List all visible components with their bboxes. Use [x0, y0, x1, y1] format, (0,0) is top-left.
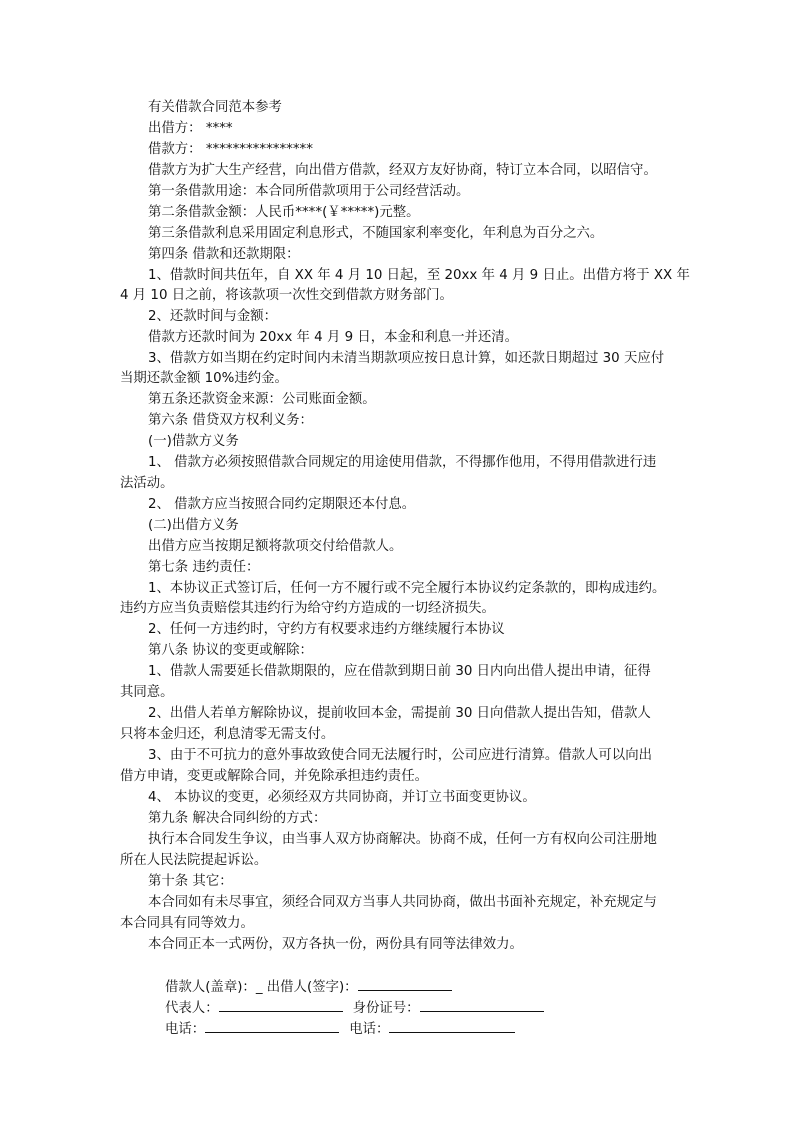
- id-number-label: 身份证号：: [352, 1001, 420, 1016]
- article-6-section-2: (二)出借方义务: [148, 518, 239, 533]
- article-8-item-2: 2、出借人若单方解除协议，提前收回本金，需提前 30 日向借款人提出告知，借款人: [148, 706, 651, 721]
- lender-line: 出借方： ****: [148, 121, 233, 136]
- article-6-title: 第六条 借贷双方权利义务：: [148, 413, 313, 428]
- article-1: 第一条借款用途：本合同所借款项用于公司经营活动。: [148, 184, 470, 199]
- article-4-item-3-cont: 当期还款金额 10%违约金。: [120, 371, 288, 386]
- phone-blank-1: [205, 1018, 339, 1033]
- article-6-sec2-body: 出借方应当按期足额将款项交付给借款人。: [148, 539, 403, 554]
- article-7-title: 第七条 违约责任：: [148, 560, 260, 575]
- article-9-body-cont: 所在人民法院提起诉讼。: [120, 853, 268, 868]
- article-4-item-1: 1、借款时间共伍年，自 XX 年 4 月 10 日起，至 20xx 年 4 月 9 日止。出借方将于 XX 年: [148, 268, 690, 283]
- article-7-item-2: 2、任何一方违约时，守约方有权要求违约方继续履行本协议: [148, 622, 505, 637]
- article-10-body-cont: 本合同具有同等效力。: [120, 916, 254, 931]
- intro-paragraph: 借款方为扩大生产经营，向出借方借款，经双方友好协商，特订立本合同，以昭信守。: [148, 163, 657, 178]
- article-7-item-1: 1、本协议正式签订后，任何一方不履行或不完全履行本协议约定条款的，即构成违约。: [148, 581, 666, 596]
- phone-label-1: 电话：: [165, 1022, 206, 1037]
- representative-label: 代表人：: [165, 1001, 219, 1016]
- article-8-item-4: 4、 本协议的变更，必须经双方共同协商，并订立书面变更协议。: [148, 790, 536, 805]
- article-4-item-1-cont: 4 月 10 日之前，将该款项一次性交到借款方财务部门。: [120, 288, 453, 303]
- article-9-title: 第九条 解决合同纠纷的方式：: [148, 811, 327, 826]
- article-6-section-1: (一)借款方义务: [148, 434, 239, 449]
- phone-blank-2: [389, 1018, 515, 1033]
- article-9-body: 执行本合同发生争议，由当事人双方协商解决。协商不成，任何一方有权向公司注册地: [148, 832, 657, 847]
- article-4-item-2-title: 2、还款时间与金额：: [148, 309, 278, 324]
- article-4-item-3: 3、借款方如当期在约定时间内未清当期款项应按日息计算，如还款日期超过 30 天应付: [148, 351, 665, 366]
- article-6-sec1-item-1: 1、 借款方必须按照借款合同规定的用途使用借款，不得挪作他用，不得用借款进行违: [148, 455, 657, 470]
- borrower-line: 借款方： ****************: [148, 142, 313, 157]
- article-8-title: 第八条 协议的变更或解除：: [148, 643, 313, 658]
- article-8-item-3-cont: 借方申请，变更或解除合同，并免除承担违约责任。: [120, 769, 428, 784]
- phone-label-2: 电话：: [349, 1022, 390, 1037]
- doc-title: 有关借款合同范本参考: [148, 100, 282, 115]
- article-2: 第二条借款金额：人民币****(￥*****)元整。: [148, 205, 420, 220]
- article-8-item-2-cont: 只将本金归还，利息清零无需支付。: [120, 727, 335, 742]
- article-10-title: 第十条 其它：: [148, 874, 233, 889]
- article-10-copies: 本合同正本一式两份，双方各执一份，两份具有同等法律效力。: [148, 937, 523, 952]
- signature-row-3: [148, 998, 515, 1060]
- article-8-item-1: 1、借款人需要延长借款期限的，应在借款到期日前 30 日内向出借人提出申请，征得: [148, 664, 651, 679]
- article-7-item-1-cont: 违约方应当负责赔偿其违约行为给守约方造成的一切经济损失。: [120, 601, 495, 616]
- article-8-item-3: 3、由于不可抗力的意外事故致使合同无法履行时，公司应进行清算。借款人可以向出: [148, 748, 652, 763]
- article-5: 第五条还款资金来源：公司账面金额。: [148, 392, 376, 407]
- article-10-body: 本合同如有未尽事宜，须经合同双方当事人共同协商，做出书面补充规定，补充规定与: [148, 895, 657, 910]
- article-4-item-2-body: 借款方还款时间为 20xx 年 4 月 9 日，本金和利息一并还清。: [148, 330, 519, 345]
- article-8-item-1-cont: 其同意。: [120, 685, 174, 700]
- article-4-title: 第四条 借款和还款期限：: [148, 247, 300, 262]
- article-6-sec1-item-1-cont: 法活动。: [120, 476, 174, 491]
- sign-parties-label: 借款人(盖章)：_ 出借人(签字)：: [165, 980, 358, 995]
- article-3: 第三条借款利息采用固定利息形式，不随国家利率变化，年利息为百分之六。: [148, 226, 604, 241]
- article-6-sec1-item-2: 2、 借款方应当按照合同约定期限还本付息。: [148, 497, 416, 512]
